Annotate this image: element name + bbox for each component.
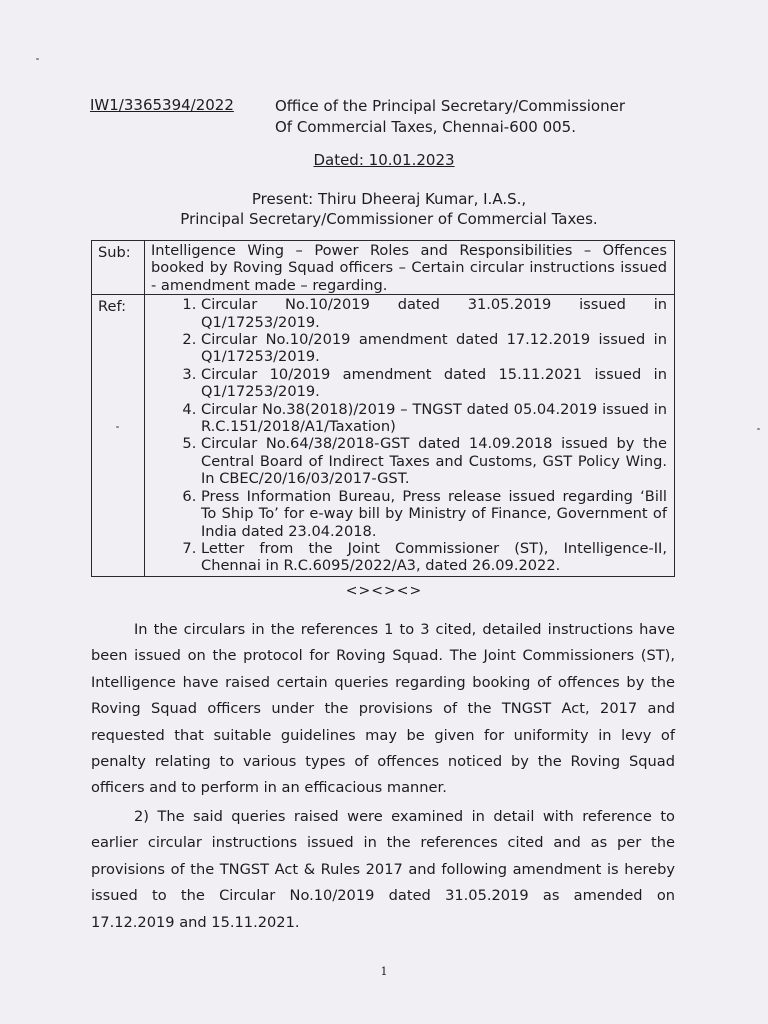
date-text: Dated: 10.01.2023: [313, 151, 455, 169]
subject-label: Sub:: [92, 241, 145, 295]
reference-item: 3. Circular 10/2019 amendment dated 15.11.2021 issued in Q1/17253/2019.: [201, 366, 667, 401]
reference-item: 2. Circular No.10/2019 amendment dated 17.12.2019 issued in Q1/17253/2019.: [201, 331, 667, 366]
present-line-2: Principal Secretary/Commissioner of Commercial Taxes.: [180, 210, 598, 228]
file-number: IW1/3365394/2022: [90, 96, 234, 114]
scan-speck: [757, 428, 760, 430]
subject-reference-table: [91, 240, 675, 577]
page-number: 1: [380, 965, 388, 978]
subject-text: Intelligence Wing – Power Roles and Responsibilities – Offences booked by Roving Squad officers – Certain circular instructions issued - amendment made – regarding.: [145, 241, 675, 295]
reference-label: Ref:: [92, 295, 145, 577]
office-address: [275, 96, 625, 138]
section-separator: <><><>: [345, 583, 423, 599]
reference-item: 6. Press Information Bureau, Press release issued regarding ‘Bill To Ship To’ for e-way bill by Ministry of Finance, Government of India dated 23.04.2018.: [201, 488, 667, 540]
reference-item: 1. Circular No.10/2019 dated 31.05.2019 issued in Q1/17253/2019.: [201, 296, 667, 331]
date-line: [0, 151, 768, 169]
subject-row: [92, 241, 675, 295]
scan-speck: [116, 426, 119, 428]
scan-speck: [36, 58, 39, 60]
reference-item: 5. Circular No.64/38/2018-GST dated 14.09.2018 issued by the Central Board of Indirect Taxes and Customs, GST Policy Wing. In CBEC/20/16/03/2017-GST.: [201, 435, 667, 487]
reference-item: 7. Letter from the Joint Commissioner (ST), Intelligence-II, Chennai in R.C.6095/2022/A3, dated 26.09.2022.: [201, 540, 667, 575]
reference-list: [151, 296, 667, 575]
reference-list-cell: [145, 295, 675, 577]
present-line-1: Present: Thiru Dheeraj Kumar, I.A.S.,: [251, 190, 527, 208]
body-paragraph-2: 2) The said queries raised were examined in detail with reference to earlier circular instructions issued in the references cited and as per the provisions of the TNGST Act & Rules 2017 and following amendment is hereby issued to the Circular No.10/2019 dated 31.05.2019 as amended on 17.12.2019 and 15.11.2021.: [91, 808, 675, 931]
reference-row: [92, 295, 675, 577]
office-line-1: Office of the Principal Secretary/Commissioner: [275, 97, 626, 115]
reference-item: 4. Circular No.38(2018)/2019 – TNGST dated 05.04.2019 issued in R.C.151/2018/A1/Taxation): [201, 401, 667, 436]
body-paragraph-1: In the circulars in the references 1 to 3 cited, detailed instructions have been issued on the protocol for Roving Squad. The Joint Commissioners (ST), Intelligence have raised certain queries regarding booking of offences by the Roving Squad officers under the provisions of the TNGST Act, 2017 and requested that suitable guidelines may be given for uniformity in levy of penalty relating to various types of offences noticed by the Roving Squad officers and to perform in an efficacious manner.: [91, 621, 675, 797]
office-line-2: Of Commercial Taxes, Chennai-600 005.: [275, 118, 576, 136]
present-block: [0, 189, 768, 229]
